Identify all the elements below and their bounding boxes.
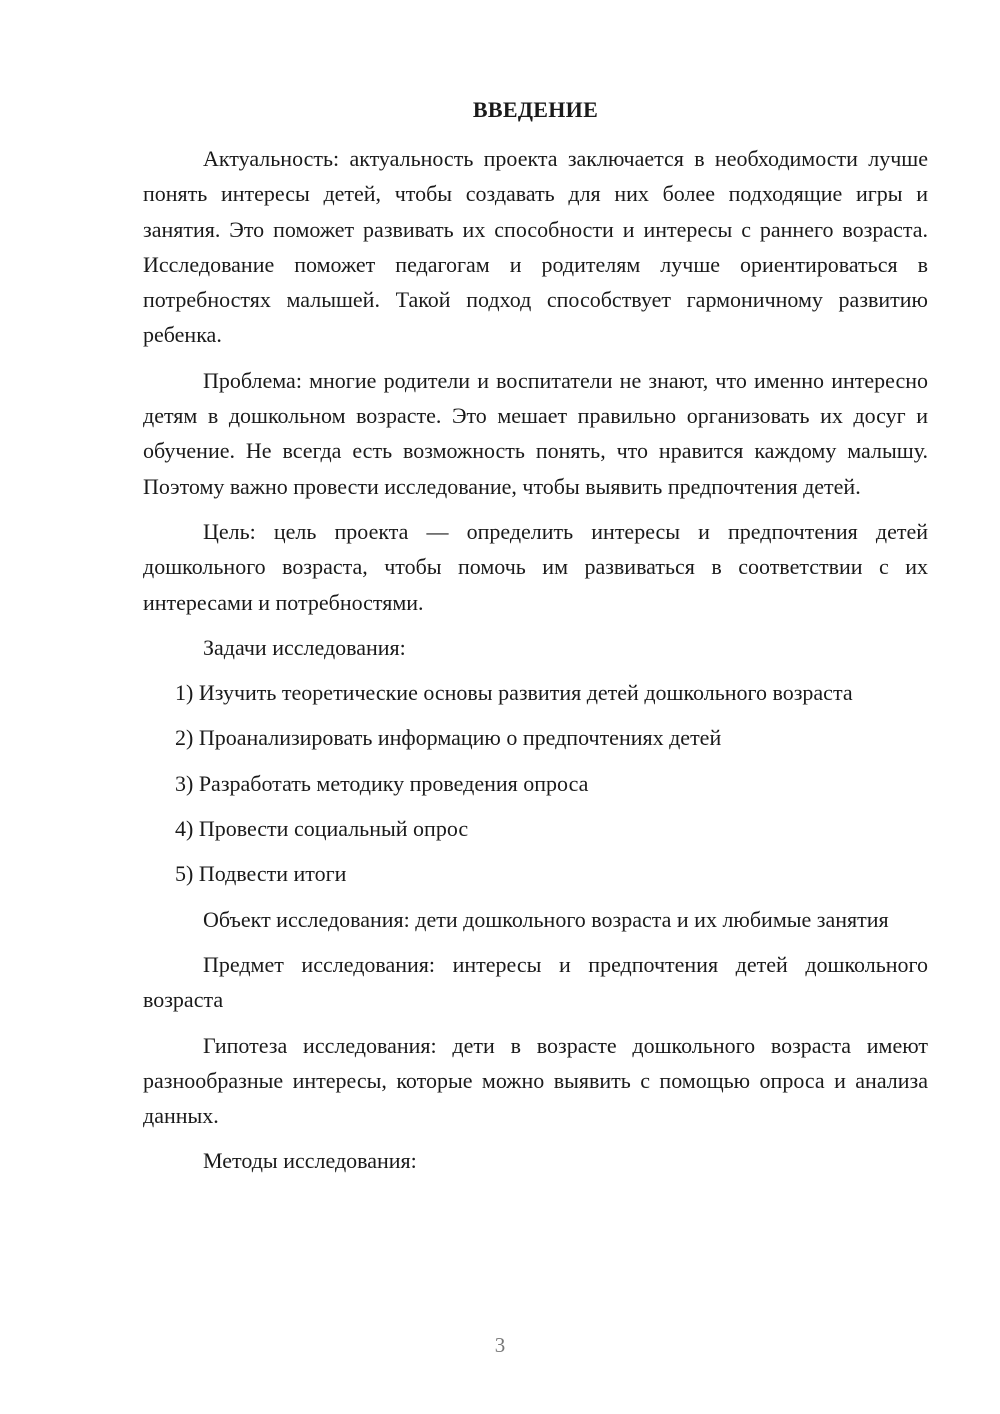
task-item-3: 3) Разработать методику проведения опроса xyxy=(175,770,589,796)
task-item-5: 5) Подвести итоги xyxy=(175,861,347,887)
methods-heading: Методы исследования: xyxy=(203,1148,417,1174)
paragraph-subject: Предмет исследования: интересы и предпочтения детей дошкольного возраста xyxy=(143,951,928,1013)
document-body xyxy=(143,141,928,1179)
paragraph-relevance: Актуальность: актуальность проекта заключается в необходимости лучше понять интересы детей, чтобы создавать для них более подходящие игры и занятия. Это поможет развивать их способности и интересы с раннего возраста. Исследование поможет педагогам и родителям лучше ориентироваться в потребностях малышей. Такой подход способствует гармоничному развитию ребенка. xyxy=(143,146,928,348)
paragraph-hypothesis: Гипотеза исследования: дети в возрасте дошкольного возраста имеют разнообразные интересы, которые можно выявить с помощью опроса и анализа данных. xyxy=(143,1032,928,1129)
task-item-4: 4) Провести социальный опрос xyxy=(175,816,469,842)
task-item-1: 1) Изучить теоретические основы развития детей дошкольного возраста xyxy=(175,680,853,706)
page-title: ВВЕДЕНИЕ xyxy=(472,97,599,122)
paragraph-object: Объект исследования: дети дошкольного возраста и их любимые занятия xyxy=(203,906,889,932)
paragraph-problem: Проблема: многие родители и воспитатели не знают, что именно интересно детям в дошкольном возрасте. Это мешает правильно организовать их досуг и обучение. Не всегда есть возможность понять, что нравится каждому малышу. Поэтому важно провести исследование, чтобы выявить предпочтения детей. xyxy=(143,367,928,499)
page-number: 3 xyxy=(494,1333,506,1357)
paragraph-goal: Цель: цель проекта — определить интересы и предпочтения детей дошкольного возраста, чтобы помочь им развиваться в соответствии с их интересами и потребностями. xyxy=(143,518,928,615)
task-item-2: 2) Проанализировать информацию о предпочтениях детей xyxy=(175,725,722,751)
tasks-heading: Задачи исследования: xyxy=(203,634,406,660)
